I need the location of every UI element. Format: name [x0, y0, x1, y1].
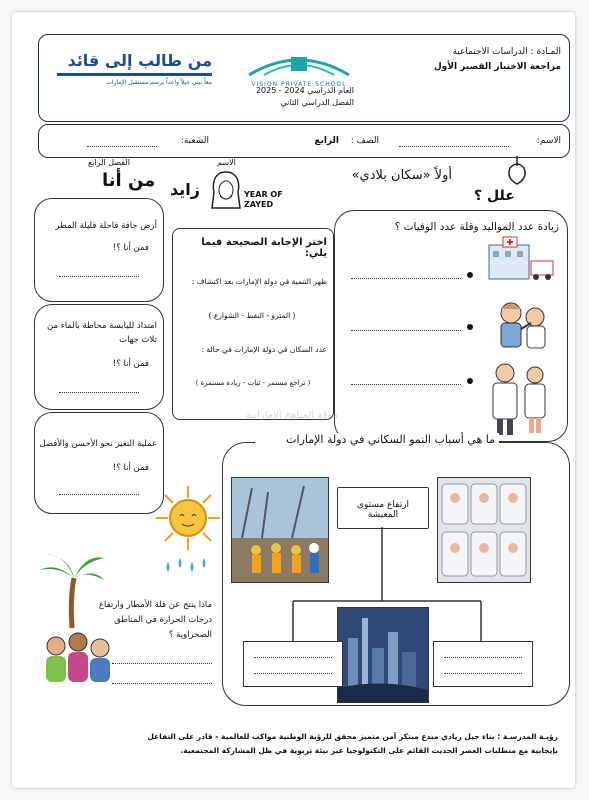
- year-block: [254, 85, 354, 109]
- school-emblem-icon: [239, 45, 359, 85]
- name-field[interactable]: [399, 145, 509, 147]
- hospital-icon: [485, 235, 555, 283]
- causes-title: ما هي أسباب النمو السكاني في دولة الإمارات: [255, 433, 499, 446]
- clue-card-3: [34, 412, 164, 514]
- weather-question: ماذا ينتج عن قلة الأمطار وارتفاع درجات الحرارة في المناطق الصحراوية ؟: [98, 600, 212, 640]
- center-cause: ارتفاع مستوى المعيشة: [356, 500, 410, 520]
- lesson-title: أولاً «سكان بلادي»: [351, 168, 452, 183]
- mcq-q1-options[interactable]: ( المترو - النفط - الشوارع ): [208, 311, 296, 320]
- clue-3-answer[interactable]: [59, 493, 139, 495]
- clue-1-answer[interactable]: [59, 275, 139, 277]
- grade-label: الصف :: [350, 136, 379, 146]
- grade-value: الرابع: [314, 136, 339, 146]
- vision-line-2: بإيجابية مع متطلبات العصر الحديث القائم على التكنولوجيا عبر بيئة تربوية في ظل المشاركة المجتمعية.: [180, 746, 558, 755]
- zayed-portrait-icon: [208, 170, 244, 210]
- subject-label: المـادة :: [530, 47, 561, 57]
- cause-left-line-2: [254, 672, 332, 674]
- explain-question: زيادة عدد المواليد وقلة عدد الوفيات ؟: [394, 221, 559, 233]
- explain-answer-1[interactable]: [351, 277, 461, 279]
- cause-right-line-1: [444, 656, 522, 658]
- clue-1-text: أرض جافة قاحلة قليلة المطر: [55, 221, 157, 231]
- who-am-i-title: من أنا: [102, 170, 156, 191]
- header-subject-block: [421, 45, 561, 75]
- vaccination-icon: [491, 295, 551, 355]
- subject-value: الدراسات الاجتماعية: [452, 47, 528, 57]
- mcq-q2: عدد السكان في دولة الإمارات في حالة :: [201, 345, 327, 354]
- mcq-box: [172, 228, 334, 420]
- explain-answer-2[interactable]: [351, 329, 461, 331]
- name-label: الاسم:: [536, 136, 561, 146]
- clue-3-ask: فمن أنا ؟!: [112, 463, 149, 473]
- calligraphy-icon: [502, 154, 532, 188]
- bullet-2: [467, 324, 473, 330]
- name-small-label: الاسم: [217, 158, 236, 167]
- zayed-word: زايد: [170, 180, 200, 199]
- cause-left-line-1: [254, 656, 332, 658]
- sun-rain-icon: [152, 482, 224, 582]
- clue-2-ask: فمن أنا ؟!: [112, 359, 149, 369]
- clue-3-text: عملية التغير نحو الأحسن والأفضل: [39, 439, 157, 449]
- slogan-bottom: معاً نبني جيلاً واعداً يرسم مستقبل الإمارات: [106, 79, 212, 86]
- student-info-bar: [38, 124, 570, 158]
- clue-2-text: امتداد لليابسة محاطة بالماء من ثلاث جهات: [47, 321, 157, 345]
- worksheet-page: [12, 12, 575, 788]
- zayed-year-label: YEAR OF ZAYED: [244, 190, 283, 209]
- footer-vision: [28, 730, 558, 758]
- watermark: موقع المناهج الإماراتية: [245, 410, 339, 421]
- year-value: 2024 - 2025: [255, 86, 305, 95]
- year-label: العام الدراسي: [307, 86, 354, 95]
- causes-box: [222, 433, 570, 706]
- clue-2-answer[interactable]: [59, 391, 139, 393]
- vision-line-1: رؤيـة المدرسـة : بناء جيل ريادي مبدع مبتكر آمن متميز محقق للرؤية الوطنية مواكب للعالمية - قادر على التفاعل: [147, 732, 558, 741]
- slogan-divider: [57, 73, 212, 76]
- quiz-title: مراجعة الاختبار القصير الأول: [433, 62, 561, 72]
- explain-title: علل ؟: [474, 188, 515, 204]
- explain-box: [334, 210, 568, 442]
- mcq-title: اختر الإجابة الصحيحة فيما يلي:: [201, 237, 327, 259]
- slogan-logo: [47, 45, 222, 105]
- mcq-q2-options[interactable]: ( تراجع مستمر - ثبات - زيادة مستمرة ): [195, 379, 311, 387]
- bullet-3: [467, 378, 473, 384]
- bullet-1: [467, 272, 473, 278]
- slogan-top: من طالب إلى قائد: [67, 51, 212, 70]
- city-image: [337, 607, 429, 703]
- weather-answer-2[interactable]: [112, 682, 212, 684]
- doctors-icon: [485, 361, 555, 437]
- mcq-q1: ظهر التنمية في دولة الإمارات بعد اكتشاف :: [191, 277, 327, 286]
- section-label: الشعبة:: [180, 136, 209, 146]
- explain-answer-3[interactable]: [351, 383, 461, 385]
- zayed-portrait: [208, 170, 244, 210]
- weather-answer-1[interactable]: [112, 662, 212, 664]
- clue-card-2: [34, 304, 164, 410]
- cause-answer-left[interactable]: [243, 641, 343, 687]
- cause-right-line-2: [444, 672, 522, 674]
- section-field[interactable]: [87, 145, 157, 147]
- term: الفصل الدراسي الثاني: [280, 98, 354, 107]
- clue-card-1: [34, 198, 164, 302]
- header-box: [38, 34, 570, 122]
- clue-1-ask: فمن أنا ؟!: [112, 243, 149, 253]
- fourth-chapter: الفصل الرابع: [87, 158, 130, 167]
- cause-answer-right[interactable]: [433, 641, 533, 687]
- school-name: VISION PRIVATE SCHOOL: [251, 81, 347, 88]
